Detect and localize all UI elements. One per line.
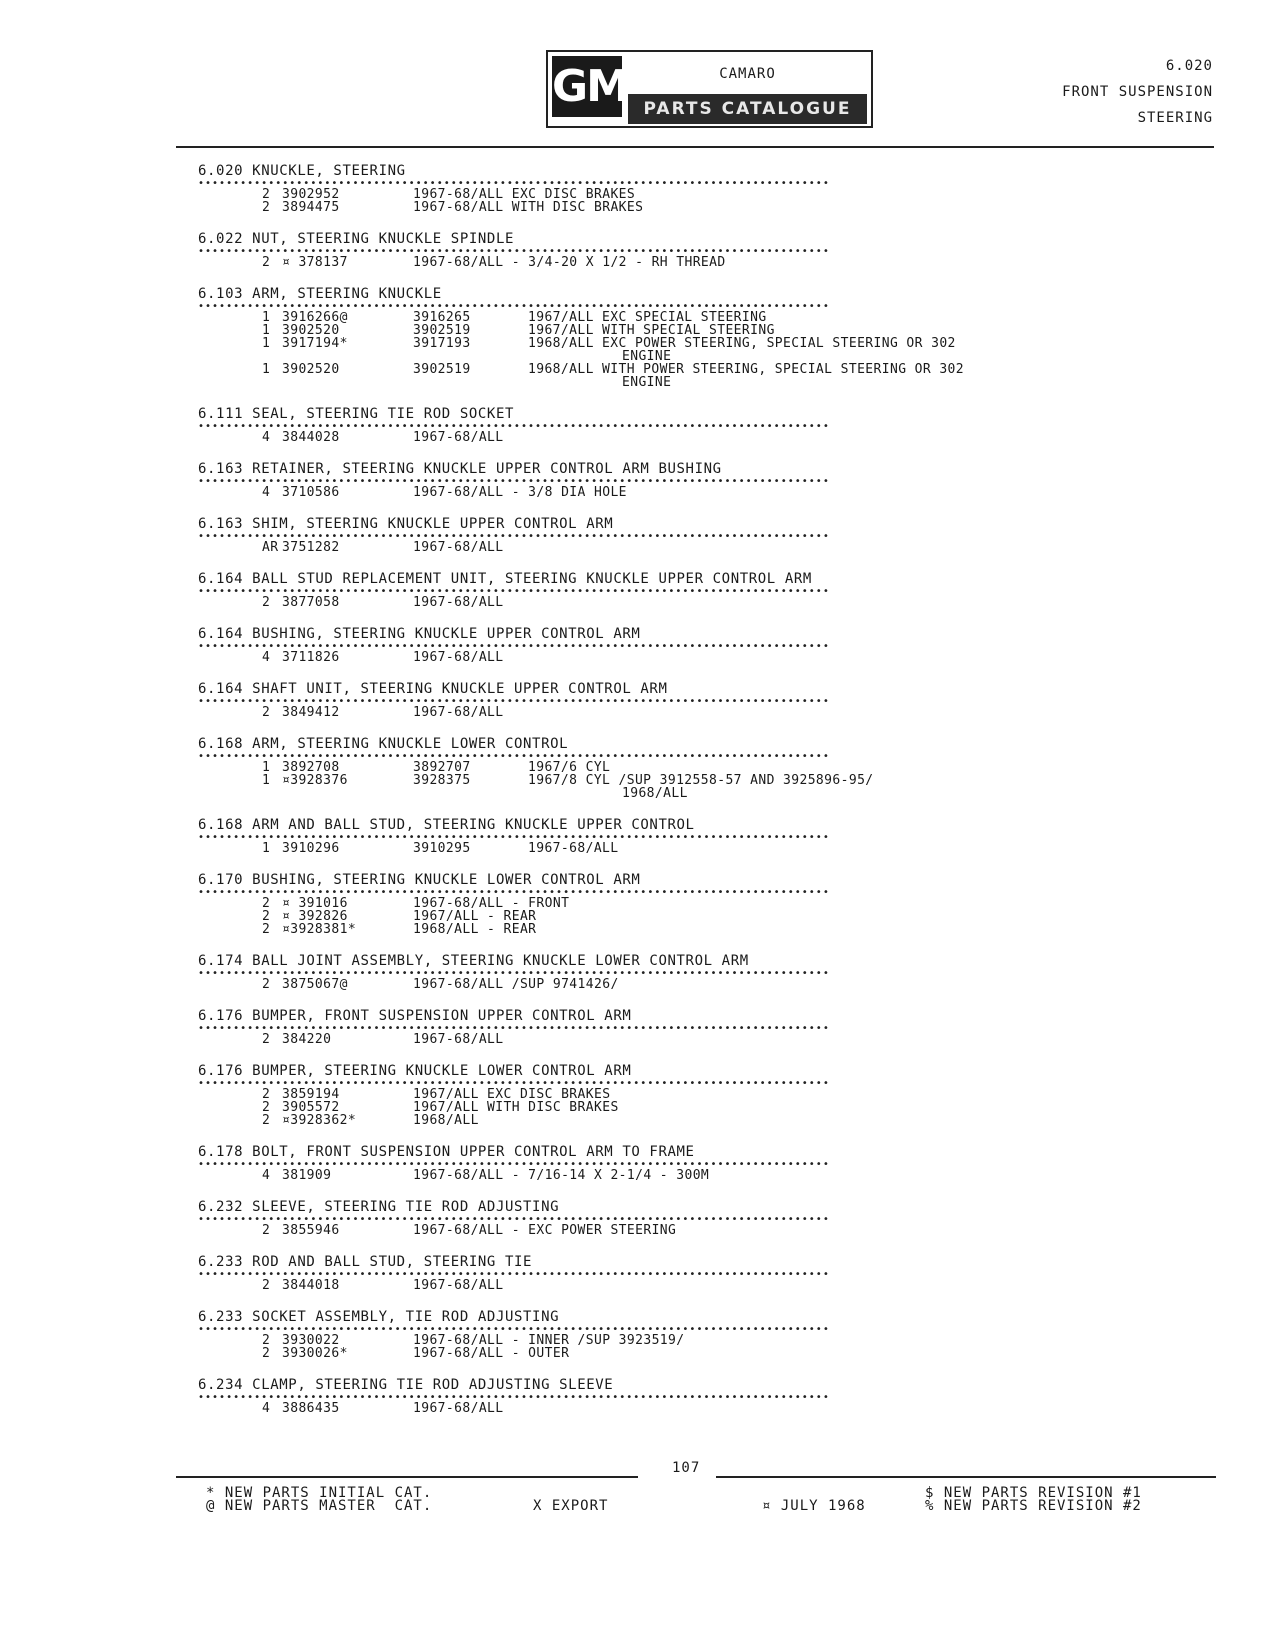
part-application: 1967-68/ALL - INNER /SUP 3923519/ <box>413 1333 685 1348</box>
part-row <box>198 706 1198 719</box>
part-row <box>198 486 1198 499</box>
part-number-alt: 3910295 <box>413 841 471 856</box>
entry-title: 6.174 BALL JOINT ASSEMBLY, STEERING KNUCKLE LOWER CONTROL ARM <box>198 953 749 969</box>
part-application-continued: 1968/ALL <box>622 786 688 801</box>
entry-title: 6.232 SLEEVE, STEERING TIE ROD ADJUSTING <box>198 1199 560 1215</box>
parts-listing <box>198 162 1198 1431</box>
entry-title: 6.164 BALL STUD REPLACEMENT UNIT, STEERING KNUCKLE UPPER CONTROL ARM <box>198 571 812 587</box>
part-application: 1967-68/ALL <box>413 705 504 720</box>
entry-title: 6.164 BUSHING, STEERING KNUCKLE UPPER CONTROL ARM <box>198 626 641 642</box>
dot-leader: •••••••••••••••••••••••••••••••••••••••••••••••••••••••••••••••••••••••••••••••••••••••••• <box>198 1392 830 1403</box>
part-number: 3859194 <box>282 1087 340 1102</box>
logo-model-name: CAMARO <box>719 66 776 82</box>
dot-leader: •••••••••••••••••••••••••••••••••••••••••••••••••••••••••••••••••••••••••••••••••••••••••• <box>198 476 830 487</box>
entry-title: 6.103 ARM, STEERING KNUCKLE <box>198 286 442 302</box>
part-application: 1967/ALL WITH SPECIAL STEERING <box>528 323 775 338</box>
part-quantity: 2 <box>262 1278 271 1293</box>
part-quantity: 2 <box>262 1346 271 1361</box>
part-quantity: 2 <box>262 1113 271 1128</box>
parts-entry <box>198 1143 1198 1182</box>
part-number: 3844028 <box>282 430 340 445</box>
legend-revision-1: $ NEW PARTS REVISION #1 <box>925 1485 1142 1501</box>
logo-catalogue-title: PARTS CATALOGUE <box>628 94 867 124</box>
part-number: 3849412 <box>282 705 340 720</box>
part-number: 3910296 <box>282 841 340 856</box>
parts-entry <box>198 735 1198 800</box>
part-application: 1967-68/ALL <box>413 430 504 445</box>
entry-title: 6.176 BUMPER, STEERING KNUCKLE LOWER CONTROL ARM <box>198 1063 632 1079</box>
part-row <box>198 596 1198 609</box>
parts-entry <box>198 285 1198 389</box>
part-application: 1967-68/ALL <box>413 540 504 555</box>
part-application: 1967-68/ALL <box>413 595 504 610</box>
part-row <box>198 363 1198 389</box>
header-rule <box>176 146 1214 148</box>
part-number: 3751282 <box>282 540 340 555</box>
part-number: 3894475 <box>282 200 340 215</box>
part-row <box>198 541 1198 554</box>
part-quantity: 1 <box>262 760 271 775</box>
part-row <box>198 1088 1198 1101</box>
part-row <box>198 774 1198 800</box>
part-number: 3710586 <box>282 485 340 500</box>
subsection-name: STEERING <box>1137 110 1213 126</box>
part-quantity: 1 <box>262 336 271 351</box>
part-number: 3902520 <box>282 362 340 377</box>
part-row <box>198 337 1198 363</box>
part-number-alt: 3916265 <box>413 310 471 325</box>
section-number: 6.020 <box>1165 58 1213 74</box>
entry-title: 6.176 BUMPER, FRONT SUSPENSION UPPER CONTROL ARM <box>198 1008 632 1024</box>
parts-entry <box>198 460 1198 499</box>
part-quantity: 1 <box>262 323 271 338</box>
entry-title: 6.234 CLAMP, STEERING TIE ROD ADJUSTING SLEEVE <box>198 1377 614 1393</box>
part-application: 1967/ALL - REAR <box>413 909 537 924</box>
part-application: 1968/ALL <box>413 1113 479 1128</box>
dot-leader: •••••••••••••••••••••••••••••••••••••••••••••••••••••••••••••••••••••••••••••••••••••••••• <box>198 1324 830 1335</box>
part-number: 3917194* <box>282 336 348 351</box>
part-quantity: 2 <box>262 1087 271 1102</box>
part-quantity: 2 <box>262 200 271 215</box>
parts-entry <box>198 1308 1198 1360</box>
part-quantity: 4 <box>262 650 271 665</box>
part-number: 3886435 <box>282 1401 340 1416</box>
part-application: 1967/ALL EXC DISC BRAKES <box>413 1087 611 1102</box>
legend-initial-cat: * NEW PARTS INITIAL CAT. <box>206 1485 433 1501</box>
entry-title: 6.170 BUSHING, STEERING KNUCKLE LOWER CONTROL ARM <box>198 872 641 888</box>
parts-entry <box>198 816 1198 855</box>
part-number: ¤ 392826 <box>282 909 348 924</box>
part-number: 3875067@ <box>282 977 348 992</box>
part-application: 1967/6 CYL <box>528 760 611 775</box>
part-row <box>198 1224 1198 1237</box>
dot-leader: •••••••••••••••••••••••••••••••••••••••••••••••••••••••••••••••••••••••••••••••••••••••••• <box>198 1023 830 1034</box>
part-number: 3877058 <box>282 595 340 610</box>
part-application: 1968/ALL - REAR <box>413 922 537 937</box>
part-application: 1967-68/ALL <box>528 841 619 856</box>
part-number: 3930022 <box>282 1333 340 1348</box>
entry-title: 6.178 BOLT, FRONT SUSPENSION UPPER CONTROL ARM TO FRAME <box>198 1144 695 1160</box>
part-quantity: 2 <box>262 977 271 992</box>
parts-entry <box>198 1376 1198 1415</box>
dot-leader: •••••••••••••••••••••••••••••••••••••••••••••••••••••••••••••••••••••••••••••••••••••••••• <box>198 246 830 257</box>
part-row <box>198 201 1198 214</box>
dot-leader: •••••••••••••••••••••••••••••••••••••••••••••••••••••••••••••••••••••••••••••••••••••••••• <box>198 1078 830 1089</box>
part-application: 1967-68/ALL /SUP 9741426/ <box>413 977 619 992</box>
parts-entry <box>198 625 1198 664</box>
part-application: 1967-68/ALL - 3/8 DIA HOLE <box>413 485 627 500</box>
part-row <box>198 651 1198 664</box>
part-row <box>198 1033 1198 1046</box>
dot-leader: •••••••••••••••••••••••••••••••••••••••••••••••••••••••••••••••••••••••••••••••••••••••••• <box>198 178 830 189</box>
part-row <box>198 1334 1198 1347</box>
part-quantity: 4 <box>262 430 271 445</box>
part-number-alt: 3892707 <box>413 760 471 775</box>
legend-date: ¤ JULY 1968 <box>762 1498 866 1514</box>
part-row <box>198 897 1198 910</box>
part-application: 1967-68/ALL - EXC POWER STEERING <box>413 1223 677 1238</box>
parts-entry <box>198 952 1198 991</box>
dot-leader: •••••••••••••••••••••••••••••••••••••••••••••••••••••••••••••••••••••••••••••••••••••••••• <box>198 968 830 979</box>
part-number: 3916266@ <box>282 310 348 325</box>
part-row <box>198 1169 1198 1182</box>
part-application: 1967-68/ALL <box>413 1401 504 1416</box>
part-quantity: 1 <box>262 773 271 788</box>
entry-title: 6.168 ARM AND BALL STUD, STEERING KNUCKLE UPPER CONTROL <box>198 817 695 833</box>
dot-leader: •••••••••••••••••••••••••••••••••••••••••••••••••••••••••••••••••••••••••••••••••••••••••• <box>198 1214 830 1225</box>
parts-entry <box>198 1198 1198 1237</box>
part-application: 1967-68/ALL - 3/4-20 X 1/2 - RH THREAD <box>413 255 726 270</box>
entry-title: 6.168 ARM, STEERING KNUCKLE LOWER CONTROL <box>198 736 569 752</box>
entry-title: 6.020 KNUCKLE, STEERING <box>198 163 406 179</box>
part-quantity: AR <box>262 540 279 555</box>
part-application: 1967-68/ALL <box>413 1032 504 1047</box>
dot-leader: •••••••••••••••••••••••••••••••••••••••••••••••••••••••••••••••••••••••••••••••••••••••••• <box>198 641 830 652</box>
part-number: ¤3928381* <box>282 922 357 937</box>
footer-rule-left <box>176 1476 638 1478</box>
entry-title: 6.022 NUT, STEERING KNUCKLE SPINDLE <box>198 231 515 247</box>
part-row <box>198 1402 1198 1415</box>
part-application: 1967-68/ALL WITH DISC BRAKES <box>413 200 644 215</box>
part-application: 1968/ALL WITH POWER STEERING, SPECIAL STEERING OR 302 <box>528 362 965 377</box>
part-row <box>198 1279 1198 1292</box>
part-quantity: 2 <box>262 595 271 610</box>
part-application: 1967-68/ALL EXC DISC BRAKES <box>413 187 636 202</box>
part-quantity: 2 <box>262 1223 271 1238</box>
dot-leader: •••••••••••••••••••••••••••••••••••••••••••••••••••••••••••••••••••••••••••••••••••••••••• <box>198 531 830 542</box>
part-quantity: 1 <box>262 362 271 377</box>
entry-title: 6.164 SHAFT UNIT, STEERING KNUCKLE UPPER CONTROL ARM <box>198 681 668 697</box>
parts-entry <box>198 515 1198 554</box>
part-row <box>198 842 1198 855</box>
part-quantity: 2 <box>262 1333 271 1348</box>
dot-leader: •••••••••••••••••••••••••••••••••••••••••••••••••••••••••••••••••••••••••••••••••••••••••• <box>198 1159 830 1170</box>
dot-leader: •••••••••••••••••••••••••••••••••••••••••••••••••••••••••••••••••••••••••••••••••••••••••• <box>198 887 830 898</box>
part-application: 1967/ALL WITH DISC BRAKES <box>413 1100 619 1115</box>
part-number: 3902952 <box>282 187 340 202</box>
part-number: 3711826 <box>282 650 340 665</box>
part-quantity: 2 <box>262 255 271 270</box>
parts-entry <box>198 1253 1198 1292</box>
part-application: 1967-68/ALL <box>413 650 504 665</box>
part-application-continued: ENGINE <box>622 375 672 390</box>
part-quantity: 2 <box>262 922 271 937</box>
parts-entry <box>198 1007 1198 1046</box>
entry-title: 6.163 RETAINER, STEERING KNUCKLE UPPER CONTROL ARM BUSHING <box>198 461 722 477</box>
gm-logo-mark: GM <box>552 56 622 122</box>
dot-leader: •••••••••••••••••••••••••••••••••••••••••••••••••••••••••••••••••••••••••••••••••••••••••• <box>198 832 830 843</box>
part-application: 1967-68/ALL - OUTER <box>413 1346 570 1361</box>
parts-entry <box>198 680 1198 719</box>
dot-leader: •••••••••••••••••••••••••••••••••••••••••••••••••••••••••••••••••••••••••••••••••••••••••• <box>198 1269 830 1280</box>
part-application: 1967/8 CYL /SUP 3912558-57 AND 3925896-95/ <box>528 773 874 788</box>
footer-rule-right <box>716 1476 1216 1478</box>
part-quantity: 2 <box>262 896 271 911</box>
part-number: 3930026* <box>282 1346 348 1361</box>
part-quantity: 2 <box>262 909 271 924</box>
parts-entry <box>198 1062 1198 1127</box>
part-number-alt: 3917193 <box>413 336 471 351</box>
part-number: ¤ 378137 <box>282 255 348 270</box>
dot-leader: •••••••••••••••••••••••••••••••••••••••••••••••••••••••••••••••••••••••••••••••••••••••••• <box>198 751 830 762</box>
part-number: 3905572 <box>282 1100 340 1115</box>
entry-title: 6.233 ROD AND BALL STUD, STEERING TIE <box>198 1254 533 1270</box>
part-application: 1967-68/ALL - FRONT <box>413 896 570 911</box>
parts-entry <box>198 405 1198 444</box>
part-number: 384220 <box>282 1032 332 1047</box>
part-number: 3844018 <box>282 1278 340 1293</box>
entry-title: 6.233 SOCKET ASSEMBLY, TIE ROD ADJUSTING <box>198 1309 560 1325</box>
part-application: 1967/ALL EXC SPECIAL STEERING <box>528 310 767 325</box>
part-row <box>198 188 1198 201</box>
parts-entry <box>198 230 1198 269</box>
legend-export: X EXPORT <box>533 1498 609 1514</box>
dot-leader: •••••••••••••••••••••••••••••••••••••••••••••••••••••••••••••••••••••••••••••••••••••••••• <box>198 586 830 597</box>
part-row <box>198 978 1198 991</box>
part-quantity: 2 <box>262 187 271 202</box>
parts-entry <box>198 871 1198 936</box>
part-quantity: 4 <box>262 485 271 500</box>
part-row <box>198 431 1198 444</box>
dot-leader: •••••••••••••••••••••••••••••••••••••••••••••••••••••••••••••••••••••••••••••••••••••••••• <box>198 301 830 312</box>
part-quantity: 2 <box>262 705 271 720</box>
part-number: ¤ 391016 <box>282 896 348 911</box>
part-application: 1968/ALL EXC POWER STEERING, SPECIAL STEERING OR 302 <box>528 336 956 351</box>
catalogue-logo <box>546 50 873 128</box>
entry-title: 6.111 SEAL, STEERING TIE ROD SOCKET <box>198 406 515 422</box>
part-quantity: 1 <box>262 841 271 856</box>
part-application-continued: ENGINE <box>622 349 672 364</box>
part-row <box>198 256 1198 269</box>
part-number: 3855946 <box>282 1223 340 1238</box>
part-number-alt: 3902519 <box>413 323 471 338</box>
part-row <box>198 1114 1198 1127</box>
part-number: 381909 <box>282 1168 332 1183</box>
legend-revision-2: % NEW PARTS REVISION #2 <box>925 1498 1142 1514</box>
part-application: 1967-68/ALL <box>413 1278 504 1293</box>
part-number: 3892708 <box>282 760 340 775</box>
page-number: 107 <box>672 1460 701 1476</box>
dot-leader: •••••••••••••••••••••••••••••••••••••••••••••••••••••••••••••••••••••••••••••••••••••••••• <box>198 696 830 707</box>
entry-title: 6.163 SHIM, STEERING KNUCKLE UPPER CONTROL ARM <box>198 516 614 532</box>
part-quantity: 4 <box>262 1168 271 1183</box>
parts-entry <box>198 162 1198 214</box>
part-quantity: 2 <box>262 1100 271 1115</box>
legend-master-cat: @ NEW PARTS MASTER CAT. <box>206 1498 433 1514</box>
section-name: FRONT SUSPENSION <box>1062 84 1213 100</box>
part-application: 1967-68/ALL - 7/16-14 X 2-1/4 - 300M <box>413 1168 710 1183</box>
part-quantity: 2 <box>262 1032 271 1047</box>
part-row <box>198 923 1198 936</box>
part-row <box>198 1347 1198 1360</box>
part-quantity: 4 <box>262 1401 271 1416</box>
part-number: ¤3928376 <box>282 773 348 788</box>
part-number: ¤3928362* <box>282 1113 357 1128</box>
part-quantity: 1 <box>262 310 271 325</box>
dot-leader: •••••••••••••••••••••••••••••••••••••••••••••••••••••••••••••••••••••••••••••••••••••••••• <box>198 421 830 432</box>
part-number-alt: 3928375 <box>413 773 471 788</box>
part-number-alt: 3902519 <box>413 362 471 377</box>
parts-entry <box>198 570 1198 609</box>
part-number: 3902520 <box>282 323 340 338</box>
